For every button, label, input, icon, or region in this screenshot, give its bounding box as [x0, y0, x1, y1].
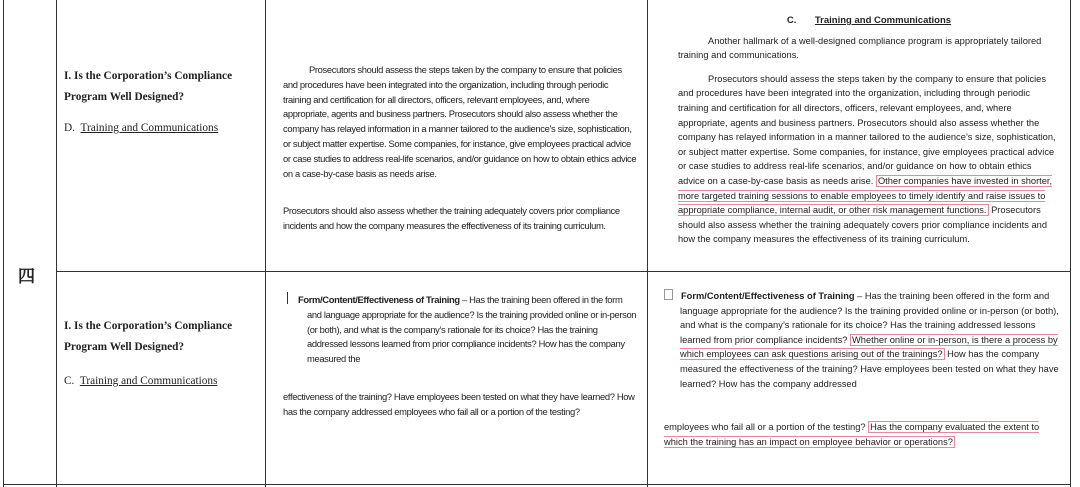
row1-new-heading	[678, 14, 1060, 29]
row2-new-paragraph-2	[664, 420, 1060, 449]
row1-old-paragraph-1: Prosecutors should assess the steps taken by the company to ensure that policies and procedures have been integrated into the organization, including through periodic training and certification for all directors, officers, relevant employees, and, where appropriate, agents and business partners. Prosecutors should also assess whether the company has relayed information in a manner tailored to the audience’s size, sophistication, or subject matter expertise. Some companies, for instance, give employees practical advice or case studies to address real-life scenarios, and/or guidance on how to obtain ethics advice on a case-by-case basis as needs arise.	[283, 64, 637, 179]
row2-section-cell	[64, 316, 260, 387]
row1-old-text-cell	[283, 63, 637, 234]
row2-old-text-cell	[283, 292, 637, 420]
row2-old-paragraph-1-text: – Has the training been offered in the form and language appropriate for the audience? Is the training provided online or in-person (or both), and what is the company’s rationale for its choice? Has the training addressed lessons learned from prior compliance incidents? How has the company measured the	[307, 294, 637, 365]
row2-new-paragraph-1-text-b: How has the company measured the effectiveness of the training? Have employees been tested on what they have learned? How has the company addressed	[680, 349, 1059, 389]
row1-new-highlight-added-text: Other companies have invested in shorter, more targeted training sessions to enable employees to timely identify and raise issues to appropriate compliance, internal audit, or other risk management functions.	[678, 175, 1053, 216]
row2-new-paragraph-2-text-a: employees who fail all or a portion of the testing?	[664, 422, 866, 433]
row1-new-text-cell	[678, 14, 1060, 247]
row1-section-subtitle	[64, 122, 260, 134]
row1-new-heading-prefix: C.	[786, 15, 797, 26]
row-divider	[56, 271, 1071, 272]
row1-old-paragraph-2: Prosecutors should also assess whether the training adequately covers prior compliance incidents and how the company measures the effectiveness of its training curriculum.	[283, 205, 620, 232]
row2-new-text-cell	[664, 289, 1060, 449]
row1-section-label: Training and Communications	[80, 122, 219, 134]
row2-new-highlight-added-text-2: Has the company evaluated the extent to which the training has an impact on employee behavior or operations?	[664, 422, 1040, 447]
row2-new-paragraph-1-text-a: – Has the training been offered in the form and language appropriate for the audience? Is the training provided online or in-person (or both), and what is the company’s rationale for its choice? Has the training addressed lessons learned from prior compliance incidents?	[680, 291, 1059, 345]
column-divider-3	[647, 0, 648, 487]
bullet-marker	[287, 292, 290, 304]
row2-section-title: I. Is the Corporation’s Compliance Program Well Designed?	[64, 320, 233, 353]
row2-section-prefix: C.	[64, 375, 75, 387]
row1-section-cell	[64, 66, 260, 134]
row2-old-paragraph-1	[283, 292, 637, 367]
row1-new-paragraph-2-text-a: Prosecutors should assess the steps taken by the company to ensure that policies and procedures have been integrated into the organization, including through periodic training and certification for all directors, officers, relevant employees, and, where appropriate, agents and business partners. Prosecutors should also assess whether the company has relayed information in a manner tailored to the audience’s size, sophistication, or subject matter expertise. Some companies, for instance, give employees practical advice or case studies to address real-life scenarios, and/or guidance on how to obtain ethics advice on a case-by-case basis as needs arise.	[678, 73, 1056, 186]
row2-new-bold-head: Form/Content/Effectiveness of Training	[681, 291, 855, 301]
row1-new-paragraph-2-text-b: Prosecutors should also assess whether the training adequately covers prior compliance incidents and how the company measures the effectiveness of its training curriculum.	[678, 205, 1047, 245]
row2-old-bold-head: Form/Content/Effectiveness of Training	[298, 294, 460, 305]
table-border-right	[1070, 0, 1071, 487]
checkbox-bullet-icon	[664, 289, 673, 300]
table-border-bottom	[3, 484, 1071, 485]
row2-old-paragraph-2: effectiveness of the training? Have employees been tested on what they have learned? How has the company addressed employees who fail all or a portion of the testing?	[283, 390, 635, 417]
table-border-left	[3, 0, 4, 487]
row1-section-title: I. Is the Corporation’s Compliance Program Well Designed?	[64, 70, 233, 103]
row-index: 四	[18, 267, 35, 287]
row2-new-highlight-added-text-1: Whether online or in-person, is there a process by which employees can ask questions arising out of the trainings?	[680, 334, 1058, 360]
row1-new-paragraph-2	[678, 72, 1060, 247]
column-divider-2	[265, 0, 266, 487]
row1-section-prefix: D.	[64, 122, 75, 134]
row2-section-subtitle	[64, 375, 260, 387]
row2-section-label: Training and Communications	[79, 375, 218, 387]
column-divider-1	[56, 0, 57, 487]
row1-new-heading-label: Training and Communications	[814, 15, 952, 26]
row1-new-intro: Another hallmark of a well-designed compliance program is appropriately tailored training and communications.	[678, 35, 1042, 61]
row2-new-paragraph-1	[664, 289, 1060, 391]
